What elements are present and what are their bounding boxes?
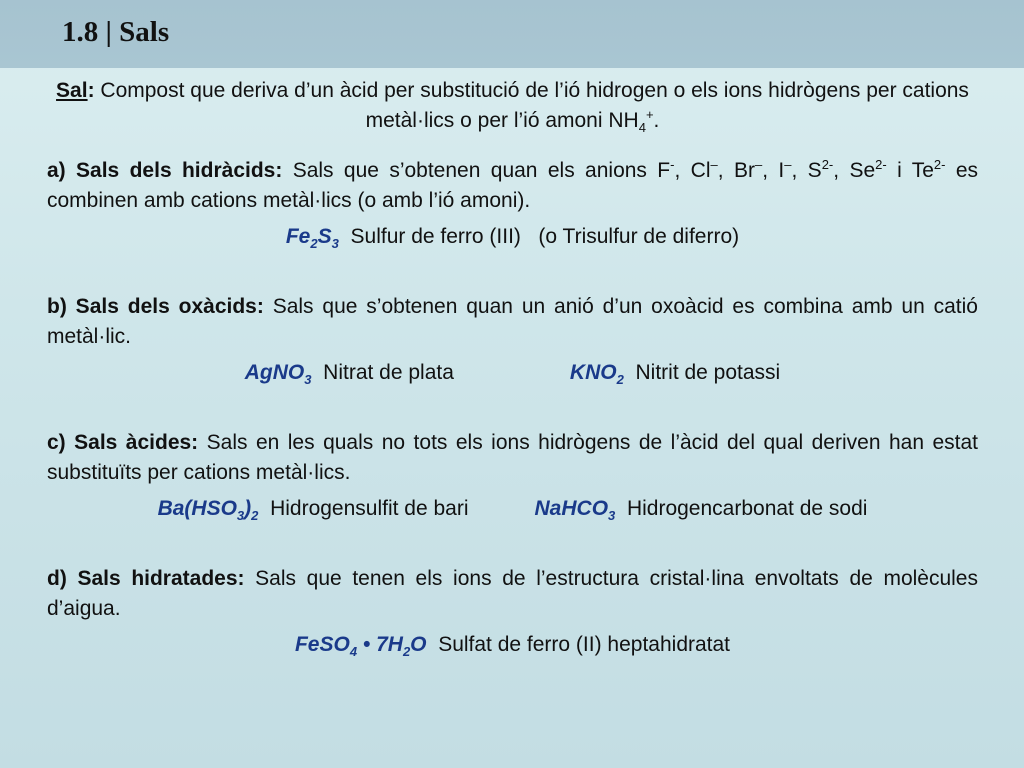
section-a-sup-5: 2- [821,157,834,172]
section-d-text: Sals que tenen els ions de l’estructura cristal·lina envoltats de molècules d’aigua. [47,567,978,620]
section-a-sup-1: - [670,157,675,172]
formula-sub: 2 [310,236,318,252]
section-b-paragraph [47,292,978,352]
definition-colon: : [87,79,95,102]
formula-fe2s3 [285,225,339,252]
formula-part: NaHCO [534,497,609,520]
definition-paragraph [47,76,978,136]
section-a-sup-6: 2- [875,157,887,172]
section-c-text: Sals en les quals no tots els ions hidrògens de l’àcid del qual deriven han estat substituïts per cations metàl·lics. [47,431,978,484]
formula-kno2 [569,361,624,388]
section-a-text-2: , Cl [674,159,711,182]
section-a-sup-4: – [784,157,792,172]
nh4-sup: + [645,107,654,122]
section-a-text-5: , S [791,159,822,182]
section-a-example [47,222,978,252]
section-a-text-7: i Te [886,159,934,182]
formula-part: Fe [285,225,311,248]
example-description: Nitrit de potassi [635,361,781,384]
section-a-text-3: , Br [717,159,755,182]
section-b-example [47,358,978,388]
example-description: Sulfur de ferro (III) (o Trisulfur de diferro) [350,225,740,248]
example-description: Sulfat de ferro (II) heptahidratat [438,633,731,656]
section-c-heading: c) Sals àcides: [47,431,199,454]
formula-sub: 3 [236,508,245,524]
section-d-example [47,630,978,660]
formula-part: ) [244,497,252,520]
formula-ba-hso3-2 [157,497,259,524]
formula-nahco3 [534,497,616,524]
section-a-heading: a) Sals dels hidràcids: [47,159,283,182]
formula-part: Ba(HSO [157,497,237,520]
formula-part: • 7H [357,633,403,656]
formula-part: FeSO [294,633,350,656]
section-a-text-4: , I [762,159,785,182]
definition-text: Compost que deriva d’un àcid per substitució de l’ió hidrogen o els ions hidrògens per cations metàl·lics o per l’ió amoni NH [94,79,969,132]
nh4-sub: 4 [638,120,646,136]
section-a-sup-3: – [754,157,763,172]
section-a-sup-7: 2- [933,157,946,172]
example-description: Hidrogencarbonat de sodi [626,497,868,520]
formula-part: AgNO [244,361,305,384]
formula-feso4-7h2o [294,633,427,660]
section-a-sup-2: – [710,157,718,172]
formula-sub: 4 [349,644,358,660]
definition-term: Sal [56,79,88,102]
section-c-paragraph [47,428,978,488]
section-a-text-8: es combinen amb cations metàl·lics (o amb l’ió amoni). [47,159,979,212]
formula-sub: 3 [304,372,312,388]
section-d-paragraph [47,564,978,624]
title-bar [0,0,1024,68]
section-a-text-1: Sals que s’obtenen quan els anions F [282,159,671,182]
section-a-text-6: , Se [833,159,876,182]
example-description: Nitrat de plata [323,361,454,384]
section-c-example [47,494,978,524]
formula-part: KNO [569,361,617,384]
formula-sub: 3 [331,236,339,252]
definition-end: . [653,109,660,132]
formula-sub: 3 [608,508,616,524]
formula-part: O [410,633,427,656]
slide-content [47,76,978,660]
slide-title: 1.8 | Sals [62,16,170,48]
section-b-text: Sals que s’obtenen quan un anió d’un oxoàcid es combina amb un catió metàl·lic. [47,295,978,348]
section-b-heading: b) Sals dels oxàcids: [47,295,264,318]
section-a-paragraph [47,156,978,216]
example-description: Hidrogensulfit de bari [270,497,469,520]
formula-sub: 2 [251,508,259,524]
section-d-heading: d) Sals hidratades: [47,567,245,590]
formula-sub: 2 [402,644,411,660]
formula-sub: 2 [616,372,624,388]
formula-agno3 [244,361,312,388]
formula-part: S [317,225,332,248]
